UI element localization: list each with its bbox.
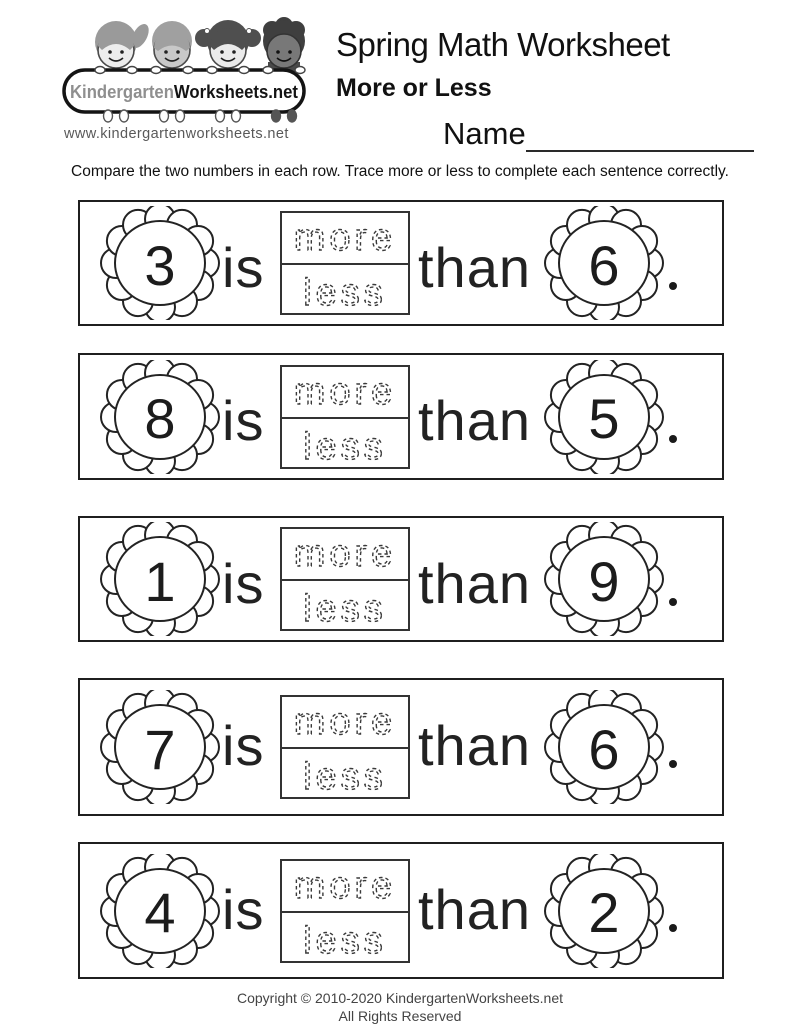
trace-more-cell[interactable] bbox=[282, 529, 408, 581]
period-dot bbox=[669, 760, 677, 768]
word-is: is bbox=[222, 389, 265, 452]
word-than: than bbox=[418, 878, 531, 941]
word-is: is bbox=[222, 878, 265, 941]
more-less-trace-box[interactable] bbox=[280, 527, 410, 631]
right-number: 2 bbox=[588, 881, 620, 944]
trace-word-less: less bbox=[303, 425, 387, 468]
logo-wordmark bbox=[70, 81, 312, 102]
logo-word-kindergarten: Kindergarten bbox=[70, 81, 186, 102]
footer bbox=[0, 990, 800, 1025]
trace-word-more: more bbox=[293, 701, 397, 743]
right-number: 6 bbox=[588, 233, 620, 297]
trace-more-cell[interactable] bbox=[282, 367, 408, 419]
trace-word-less: less bbox=[303, 756, 387, 798]
worksheet-title: Spring Math Worksheet bbox=[336, 26, 670, 63]
worksheet-subtitle: More or Less bbox=[336, 74, 492, 102]
sentence-row bbox=[78, 842, 724, 979]
left-number: 8 bbox=[144, 387, 176, 450]
name-field bbox=[443, 116, 754, 152]
instructions-text: Compare the two numbers in each row. Trace more or less to complete each sentence correctly. bbox=[71, 163, 729, 180]
more-less-trace-box[interactable] bbox=[280, 365, 410, 469]
word-than: than bbox=[418, 389, 531, 452]
trace-word-more: more bbox=[293, 370, 397, 413]
name-blank-line[interactable] bbox=[526, 116, 754, 152]
trace-less-cell[interactable] bbox=[282, 419, 408, 469]
flower-icon bbox=[98, 522, 222, 636]
period-dot bbox=[669, 924, 677, 932]
left-number: 3 bbox=[144, 233, 176, 297]
left-number: 4 bbox=[144, 881, 176, 944]
kid-girl-gray-icon bbox=[95, 21, 152, 68]
flower-icon bbox=[542, 522, 666, 636]
more-less-trace-box[interactable] bbox=[280, 211, 410, 315]
word-than: than bbox=[418, 714, 531, 777]
more-less-trace-box[interactable] bbox=[280, 859, 410, 963]
right-number: 9 bbox=[588, 549, 620, 613]
flower-icon bbox=[98, 206, 222, 320]
word-than: than bbox=[418, 236, 531, 299]
trace-word-less: less bbox=[303, 272, 387, 314]
word-is: is bbox=[222, 236, 265, 299]
left-number: 7 bbox=[144, 717, 176, 781]
kid-boy-gray-icon bbox=[152, 21, 192, 68]
flower-icon bbox=[98, 854, 222, 968]
flower-icon bbox=[542, 206, 666, 320]
kindergartenworksheets-logo bbox=[56, 12, 312, 126]
word-is: is bbox=[222, 714, 265, 777]
trace-word-less: less bbox=[303, 588, 387, 630]
trace-less-cell[interactable] bbox=[282, 749, 408, 799]
right-number: 6 bbox=[588, 717, 620, 781]
trace-less-cell[interactable] bbox=[282, 913, 408, 963]
logo-word-worksheets: Worksheets.net bbox=[173, 81, 312, 102]
period-dot bbox=[669, 282, 677, 290]
sentence-row bbox=[78, 516, 724, 642]
word-than: than bbox=[418, 552, 531, 615]
kid-girl-pigtails-icon bbox=[195, 20, 261, 68]
left-number: 1 bbox=[144, 549, 176, 613]
more-less-trace-box[interactable] bbox=[280, 695, 410, 799]
flower-icon bbox=[542, 690, 666, 804]
period-dot bbox=[669, 598, 677, 606]
copyright-text: Copyright © 2010-2020 KindergartenWorksheets.net bbox=[236, 990, 564, 1006]
kid-boy-curly-icon bbox=[263, 17, 305, 72]
flower-icon bbox=[98, 690, 222, 804]
period-dot bbox=[669, 435, 677, 443]
trace-word-more: more bbox=[293, 864, 397, 907]
name-label: Name bbox=[443, 116, 526, 151]
sentence-row bbox=[78, 200, 724, 326]
flower-icon bbox=[98, 360, 222, 474]
sentence-row bbox=[78, 678, 724, 816]
word-is: is bbox=[222, 552, 265, 615]
flower-icon bbox=[542, 360, 666, 474]
rights-text: All Rights Reserved bbox=[338, 1007, 462, 1024]
sentence-row bbox=[78, 353, 724, 480]
trace-word-less: less bbox=[303, 919, 387, 962]
trace-more-cell[interactable] bbox=[282, 861, 408, 913]
trace-more-cell[interactable] bbox=[282, 213, 408, 265]
trace-word-more: more bbox=[293, 217, 397, 259]
trace-less-cell[interactable] bbox=[282, 265, 408, 315]
trace-word-more: more bbox=[293, 533, 397, 575]
trace-more-cell[interactable] bbox=[282, 697, 408, 749]
trace-less-cell[interactable] bbox=[282, 581, 408, 631]
website-url: www.kindergartenworksheets.net bbox=[64, 126, 289, 142]
right-number: 5 bbox=[588, 387, 620, 450]
flower-icon bbox=[542, 854, 666, 968]
